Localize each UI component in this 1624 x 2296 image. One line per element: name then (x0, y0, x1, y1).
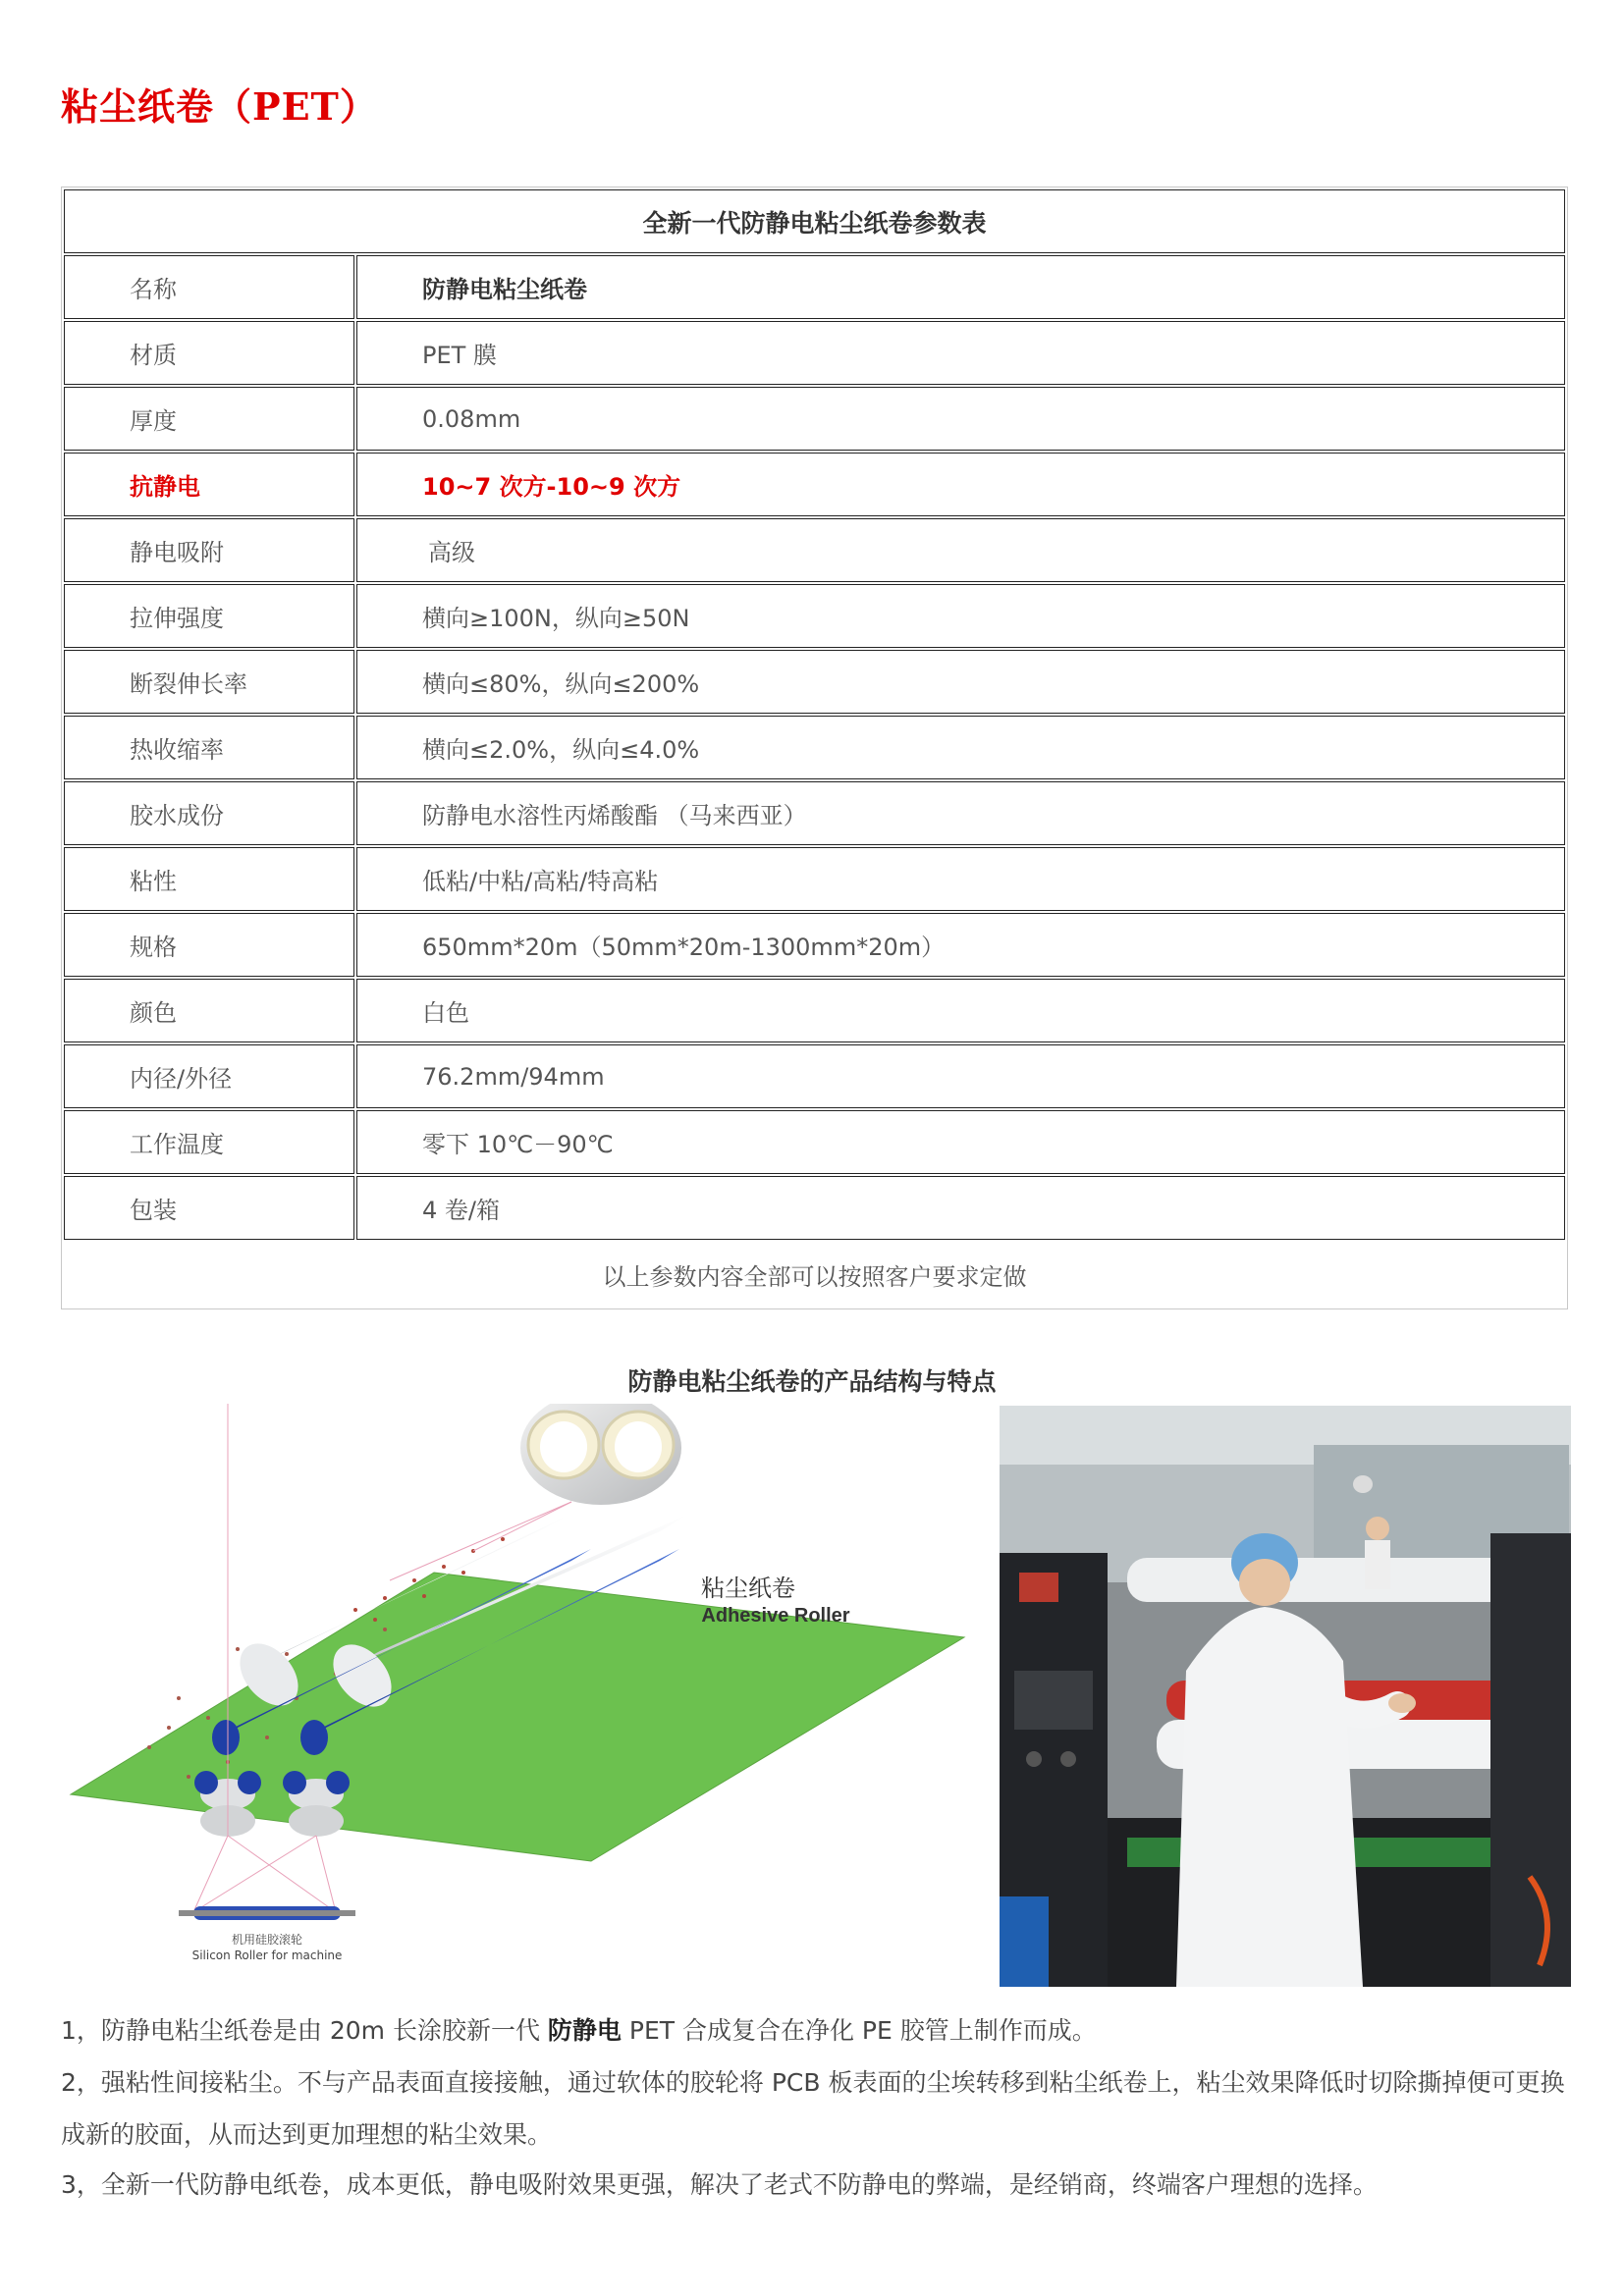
factory-photo (1000, 1406, 1571, 1987)
feature-paragraph-2 (61, 2066, 1573, 2099)
factory-photo-graphic (1000, 1406, 1571, 1987)
spec-table (61, 187, 1568, 1309)
table-footer: 以上参数内容全部可以按照客户要求定做 (602, 1262, 1027, 1291)
row-label: 断裂伸长率 (64, 650, 354, 714)
row-value: 白色 (356, 979, 1565, 1042)
row-value: 横向≤2.0%，纵向≤4.0% (356, 716, 1565, 779)
page-title: 粘尘纸卷（PET） (61, 84, 378, 129)
table-row (64, 847, 1565, 911)
table-row (64, 781, 1565, 845)
table-row (64, 518, 1565, 582)
feature-paragraph-2-cont (61, 2109, 1573, 2161)
table-row (64, 650, 1565, 714)
table-header-row (64, 189, 1565, 253)
table-row (64, 1176, 1565, 1240)
row-label: 工作温度 (64, 1110, 354, 1174)
p1-pre: 1，防静电粘尘纸卷是由 20m 长涂胶新一代 (61, 2016, 548, 2045)
row-value: PET 膜 (356, 321, 1565, 385)
table-row (64, 321, 1565, 385)
machine-label-cn: 机用硅胶滚轮 (231, 1933, 303, 1947)
row-value: 0.08mm (356, 387, 1565, 451)
table-row (64, 913, 1565, 977)
row-value: 低粘/中粘/高粘/特高粘 (356, 847, 1565, 911)
row-value: 650mm*20m（50mm*20m-1300mm*20m） (356, 913, 1565, 977)
row-value: 横向≥100N，纵向≥50N (356, 584, 1565, 648)
feature-paragraph-3 (61, 2168, 1573, 2201)
row-label: 静电吸附 (64, 518, 354, 582)
table-row (64, 979, 1565, 1042)
table-row (64, 584, 1565, 648)
table-header: 全新一代防静电粘尘纸卷参数表 (64, 189, 1565, 253)
p2-line2: 成新的胶面，从而达到更加理想的粘尘效果。 (61, 2120, 553, 2149)
row-value: 76.2mm/94mm (356, 1044, 1565, 1108)
row-label: 胶水成份 (64, 781, 354, 845)
feature-paragraphs (61, 2014, 1573, 2220)
table-row (64, 1110, 1565, 1174)
row-label: 材质 (64, 321, 354, 385)
row-value: 4 卷/箱 (356, 1176, 1565, 1240)
product-structure-diagram (61, 1404, 984, 1993)
roller-label-cn: 粘尘纸卷 (701, 1575, 795, 1602)
row-value: 防静电粘尘纸卷 (356, 255, 1565, 319)
row-label: 规格 (64, 913, 354, 977)
p2-line1: 2，强粘性间接粘尘。不与产品表面直接接触，通过软体的胶轮将 PCB 板表面的尘埃转移到粘尘纸卷上，粘尘效果降低时切除撕掉便可更换 (61, 2068, 1565, 2097)
row-label: 名称 (64, 255, 354, 319)
roller-label-en: Adhesive Roller (701, 1605, 850, 1627)
row-label: 粘性 (64, 847, 354, 911)
diagram-graphic (61, 1404, 984, 1993)
row-label: 厚度 (64, 387, 354, 451)
row-label: 包装 (64, 1176, 354, 1240)
machine-silicon-roller (179, 1906, 355, 1920)
p1-post: PET 合成复合在净化 PE 胶管上制作而成。 (621, 2016, 1097, 2045)
row-value: 零下 10℃－90℃ (356, 1110, 1565, 1174)
row-value: 10~7 次方-10~9 次方 (356, 453, 1565, 516)
table-row-highlight (64, 453, 1565, 516)
row-label: 抗静电 (64, 453, 354, 516)
row-value: 横向≤80%，纵向≤200% (356, 650, 1565, 714)
p3: 3，全新一代防静电纸卷，成本更低，静电吸附效果更强，解决了老式不防静电的弊端，是经销商，终端客户理想的选择。 (61, 2170, 1378, 2199)
row-label: 颜色 (64, 979, 354, 1042)
row-value: 高级 (356, 518, 1565, 582)
row-label: 拉伸强度 (64, 584, 354, 648)
machine-label-en: Silicon Roller for machine (191, 1949, 343, 1962)
pe-tube-icon (520, 1404, 681, 1505)
row-label: 内径/外径 (64, 1044, 354, 1108)
table-row (64, 1044, 1565, 1108)
table-footer-row (64, 1242, 1565, 1307)
table-row (64, 387, 1565, 451)
table-row (64, 255, 1565, 319)
row-label: 热收缩率 (64, 716, 354, 779)
table-row (64, 716, 1565, 779)
feature-paragraph-1 (61, 2014, 1573, 2047)
section-caption: 防静电粘尘纸卷的产品结构与特点 (627, 1367, 997, 1396)
row-value: 防静电水溶性丙烯酸酯 （马来西亚） (356, 781, 1565, 845)
p1-bold: 防静电 (547, 2016, 622, 2045)
